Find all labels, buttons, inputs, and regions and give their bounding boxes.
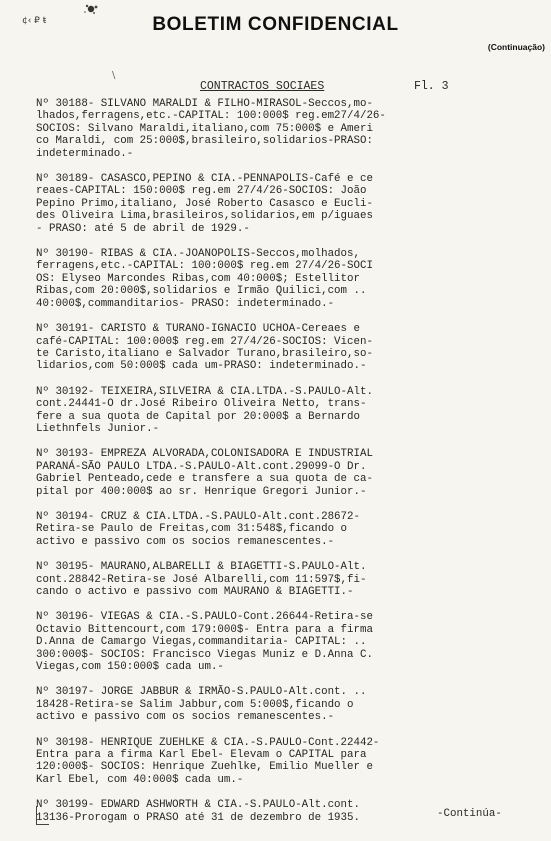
entry-line: cando o activo e passivo com MAURANO & BIAGETTI.- bbox=[36, 586, 354, 598]
corner-bracket bbox=[36, 806, 49, 825]
entry-line: cont.28842-Retira-se José Albarelli,com 11:597$,fi- bbox=[36, 573, 367, 586]
section-header bbox=[0, 80, 551, 94]
entry-item bbox=[36, 323, 546, 373]
entry-line: Gabriel Penteado,cede e transfere a sua quota de ca- bbox=[36, 473, 373, 486]
page-number: Fl. 3 bbox=[414, 80, 449, 93]
entry-line: D.Anna de Camargo Viegas,commanditaria- CAPITAL: .. bbox=[36, 636, 367, 649]
continua-label: -Continúa- bbox=[437, 808, 502, 820]
entry-line: Nº 30195- MAURANO,ALBARELLI & BIAGETTI-S.PAULO-Alt. bbox=[36, 561, 367, 574]
entry-item bbox=[36, 511, 546, 548]
entry-line: Nº 30199- EDWARD ASHWORTH & CIA.-S.PAULO-Alt.cont. bbox=[36, 799, 360, 812]
entry-line: Nº 30190- RIBAS & CIA.-JOANOPOLIS-Seccos,molhados, bbox=[36, 248, 360, 261]
entry-line: ferragens,etc.-CAPITAL: 100:000$ reg.em 27/4/26-SOCI bbox=[36, 260, 373, 273]
entry-line: reaes-CAPITAL: 150:000$ reg.em 27/4/26-SOCIOS: João bbox=[36, 185, 367, 198]
entry-line: Nº 30189- CASASCO,PEPINO & CIA.-PENNAPOLIS-Café e ce bbox=[36, 173, 373, 186]
entry-line: Ribas,com 20:000$,solidarios e Irmão Quilici,com .. bbox=[36, 285, 367, 298]
entry-line: Nº 30192- TEIXEIRA,SILVEIRA & CIA.LTDA.-S.PAULO-Alt. bbox=[36, 385, 373, 398]
entry-line: 40:000$,commanditarios- PRASO: indeterminado.- bbox=[36, 297, 335, 310]
entry-line: fere a sua quota de Capital por 20:000$ a Bernardo bbox=[36, 410, 360, 423]
entry-item bbox=[36, 386, 546, 436]
entry-item bbox=[36, 248, 546, 310]
entries-list bbox=[36, 98, 546, 837]
entry-line: Liethnfels Junior.- bbox=[36, 422, 160, 435]
entry-item bbox=[36, 173, 546, 235]
margin-handwritten-mark: ¢‹ ₽ ŧ bbox=[22, 16, 47, 26]
entry-line: Karl Ebel, com 40:000$ cada um.- bbox=[36, 773, 244, 786]
entry-item bbox=[36, 737, 546, 787]
entry-line: Nº 30196- VIEGAS & CIA.-S.PAULO-Cont.26644-Retira-se bbox=[36, 611, 373, 624]
entry-line: Nº 30197- JORGE JABBUR & IRMÃO-S.PAULO-Alt.cont. .. bbox=[36, 686, 367, 699]
entry-line: Octavio Bittencourt,com 179:000$- Entra para a firma bbox=[36, 623, 373, 636]
entry-line: lhados,ferragens,etc.-CAPITAL: 100:000$ reg.em27/4/26- bbox=[36, 110, 386, 123]
section-title: CONTRACTOS SOCIAES bbox=[200, 80, 325, 93]
entry-line: cont.24441-O dr.José Ribeiro Oliveira Netto, trans- bbox=[36, 398, 367, 411]
entry-line: Nº 30194- CRUZ & CIA.LTDA.-S.PAULO-Alt.cont.28672- bbox=[36, 510, 360, 523]
entry-line: OS: Elyseo Marcondes Ribas,com 40:000$; Estellitor bbox=[36, 272, 360, 285]
entry-line: 18428-Retira-se Salim Jabbur,com 5:000$,ficando o bbox=[36, 698, 354, 711]
entry-line: Retira-se Paulo de Freitas,com 31:548$,ficando o bbox=[36, 523, 348, 536]
entry-line: Nº 30193- EMPREZA ALVORADA,COLONISADORA E INDUSTRIAL bbox=[36, 448, 373, 461]
entry-item bbox=[36, 98, 546, 160]
entry-line: - PRASO: até 5 de abril de 1929.- bbox=[36, 222, 250, 235]
document-title: BOLETIM CONFIDENCIAL bbox=[152, 14, 399, 35]
entry-item bbox=[36, 448, 546, 498]
entry-line: des Oliveira Lima,brasileiros,solidarios,em p/iguaes bbox=[36, 210, 373, 223]
entry-line: café-CAPITAL: 100:000$ reg.em 27/4/26-SOCIOS: Vicen- bbox=[36, 335, 373, 348]
entry-item bbox=[36, 611, 546, 673]
entry-line: SOCIOS: Silvano Maraldi,italiano,com 75:000$ e Ameri bbox=[36, 122, 373, 135]
entry-line: Viegas,com 150:000$ cada um.- bbox=[36, 661, 224, 674]
entry-line: pital por 400:000$ ao sr. Henrique Gregori Junior.- bbox=[36, 485, 367, 498]
entry-item bbox=[36, 561, 546, 598]
entry-line: 13136-Prorogam o PRASO até 31 de dezembro de 1935. bbox=[36, 811, 360, 824]
entry-line: co Maraldi, com 25:000$,brasileiro,solidarios-PRASO: bbox=[36, 135, 373, 148]
entry-line: PARANÁ-SÃO PAULO LTDA.-S.PAULO-Alt.cont.29099-O Dr. bbox=[36, 460, 367, 473]
entry-line: Pepino Primo,italiano, José Roberto Casasco e Eucli- bbox=[36, 197, 373, 210]
entry-item bbox=[36, 686, 546, 723]
entry-line: Nº 30191- CARISTO & TURANO-IGNACIO UCHOA-Cereaes e bbox=[36, 323, 360, 336]
entry-line: Nº 30188- SILVANO MARALDI & FILHO-MIRASOL-Seccos,mo- bbox=[36, 98, 373, 110]
entry-line: te Caristo,italiano e Salvador Turano,brasileiro,so- bbox=[36, 347, 373, 360]
entry-line: Entra para a firma Karl Ebel- Elevam o CAPITAL para bbox=[36, 749, 367, 762]
entry-line: indeterminado.- bbox=[36, 147, 134, 160]
entry-line: activo e passivo com os socios remanescentes.- bbox=[36, 535, 335, 548]
continuation-label: (Continuação) bbox=[487, 42, 545, 52]
entry-line: 120:000$- SOCIOS: Henrique Zuehlke, Emilio Mueller e bbox=[36, 761, 373, 774]
stray-mark: \ bbox=[112, 70, 116, 81]
entry-line: activo e passivo com os socios remanescentes.- bbox=[36, 711, 335, 724]
entry-line: lidarios,com 50:000$ cada um-PRASO: indeterminado.- bbox=[36, 360, 367, 373]
entry-line: 300:000$- SOCIOS: Francisco Viegas Muniz e D.Anna C. bbox=[36, 648, 373, 661]
entry-line: Nº 30198- HENRIQUE ZUEHLKE & CIA.-S.PAULO-Cont.22442- bbox=[36, 736, 380, 749]
